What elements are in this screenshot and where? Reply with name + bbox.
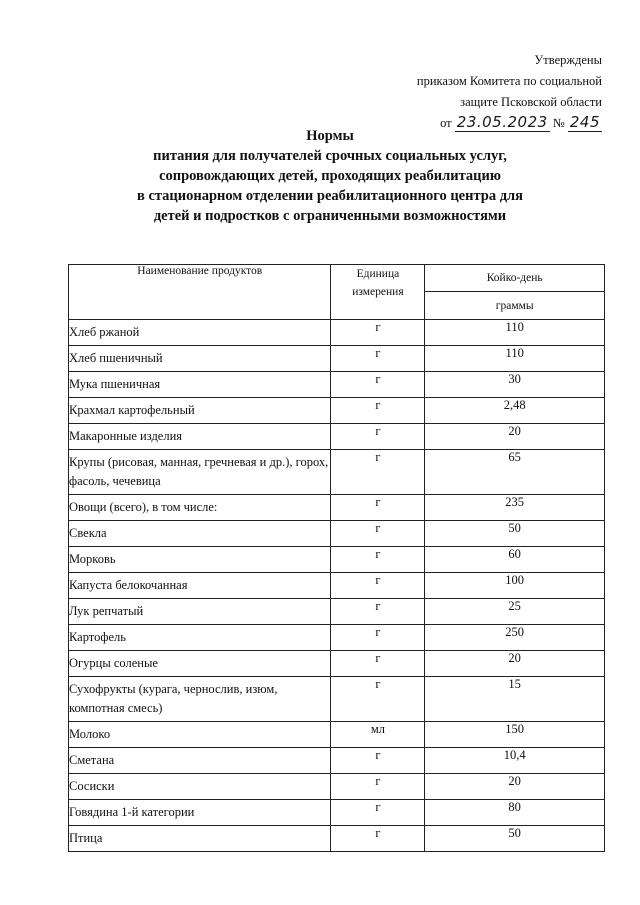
product-unit: г xyxy=(331,372,425,398)
table-row xyxy=(69,521,605,547)
table-row xyxy=(69,450,605,495)
title-line-3: сопровождающих детей, проходящих реабилитацию xyxy=(159,168,501,184)
table-row xyxy=(69,547,605,573)
product-value: 15 xyxy=(425,677,605,722)
product-unit: г xyxy=(331,748,425,774)
product-unit: г xyxy=(331,573,425,599)
product-value: 150 xyxy=(425,722,605,748)
table-row xyxy=(69,320,605,346)
product-value: 20 xyxy=(425,774,605,800)
order-date: 23.05.2023 xyxy=(456,113,548,131)
table-row xyxy=(69,774,605,800)
product-name: Огурцы соленые xyxy=(69,651,331,677)
table-row xyxy=(69,398,605,424)
product-value: 50 xyxy=(425,521,605,547)
product-unit: г xyxy=(331,547,425,573)
table-row xyxy=(69,573,605,599)
table-row xyxy=(69,424,605,450)
product-unit: г xyxy=(331,826,425,852)
product-unit: г xyxy=(331,677,425,722)
table-row xyxy=(69,748,605,774)
title-line-5: детей и подростков с ограниченными возможностями xyxy=(153,208,507,224)
product-name: Макаронные изделия xyxy=(69,424,331,450)
product-value: 110 xyxy=(425,346,605,372)
product-name: Капуста белокочанная xyxy=(69,573,331,599)
product-value: 250 xyxy=(425,625,605,651)
product-name: Лук репчатый xyxy=(69,599,331,625)
approval-line-3: защите Псковской области xyxy=(460,95,602,109)
title-line-2: питания для получателей срочных социальных услуг, xyxy=(153,148,507,164)
product-name: Сухофрукты (курага, чернослив, изюм, компотная смесь) xyxy=(69,677,331,722)
table-row xyxy=(69,625,605,651)
table-row xyxy=(69,826,605,852)
approval-line-1: Утверждены xyxy=(534,53,602,67)
nutrition-norms-table xyxy=(68,264,605,852)
order-number: 245 xyxy=(569,113,600,131)
product-name: Овощи (всего), в том числе: xyxy=(69,495,331,521)
product-name: Говядина 1-й категории xyxy=(69,800,331,826)
product-name: Сметана xyxy=(69,748,331,774)
product-value: 110 xyxy=(425,320,605,346)
product-unit: мл xyxy=(331,722,425,748)
product-unit: г xyxy=(331,599,425,625)
product-name: Свекла xyxy=(69,521,331,547)
table-row xyxy=(69,372,605,398)
header-unit: Единица измерения xyxy=(331,265,425,320)
product-value: 235 xyxy=(425,495,605,521)
date-prefix: от xyxy=(440,116,452,130)
product-value: 65 xyxy=(425,450,605,495)
header-product-name: Наименование продуктов xyxy=(69,265,331,320)
table-row xyxy=(69,651,605,677)
product-unit: г xyxy=(331,398,425,424)
title-line-4: в стационарном отделении реабилитационного центра для xyxy=(136,188,524,204)
product-unit: г xyxy=(331,800,425,826)
product-value: 30 xyxy=(425,372,605,398)
title-line-1: Нормы xyxy=(306,128,354,144)
product-name: Молоко xyxy=(69,722,331,748)
product-name: Крупы (рисовая, манная, гречневая и др.), горох, фасоль, чечевица xyxy=(69,450,331,495)
product-value: 80 xyxy=(425,800,605,826)
product-name: Хлеб пшеничный xyxy=(69,346,331,372)
product-unit: г xyxy=(331,651,425,677)
product-name: Хлеб ржаной xyxy=(69,320,331,346)
table-row xyxy=(69,346,605,372)
product-unit: г xyxy=(331,450,425,495)
table-row xyxy=(69,495,605,521)
table-header-row xyxy=(69,265,605,292)
product-name: Морковь xyxy=(69,547,331,573)
product-value: 100 xyxy=(425,573,605,599)
product-name: Птица xyxy=(69,826,331,852)
product-value: 60 xyxy=(425,547,605,573)
number-prefix: № xyxy=(552,116,565,130)
product-unit: г xyxy=(331,424,425,450)
product-name: Мука пшеничная xyxy=(69,372,331,398)
product-value: 50 xyxy=(425,826,605,852)
product-unit: г xyxy=(331,774,425,800)
product-unit: г xyxy=(331,625,425,651)
table-row xyxy=(69,800,605,826)
product-value: 25 xyxy=(425,599,605,625)
product-value: 20 xyxy=(425,651,605,677)
product-name: Картофель xyxy=(69,625,331,651)
approval-line-2: приказом Комитета по социальной xyxy=(416,74,602,88)
product-value: 20 xyxy=(425,424,605,450)
product-unit: г xyxy=(331,346,425,372)
table-row xyxy=(69,599,605,625)
product-unit: г xyxy=(331,521,425,547)
document-title xyxy=(60,126,600,226)
product-unit: г xyxy=(331,495,425,521)
table-row xyxy=(69,722,605,748)
table-row xyxy=(69,677,605,722)
product-value: 10,4 xyxy=(425,748,605,774)
product-value: 2,48 xyxy=(425,398,605,424)
header-grams: граммы xyxy=(425,292,605,320)
header-bed-day: Койко-день xyxy=(425,265,605,292)
product-unit: г xyxy=(331,320,425,346)
product-name: Крахмал картофельный xyxy=(69,398,331,424)
product-name: Сосиски xyxy=(69,774,331,800)
approval-stamp xyxy=(417,50,602,134)
